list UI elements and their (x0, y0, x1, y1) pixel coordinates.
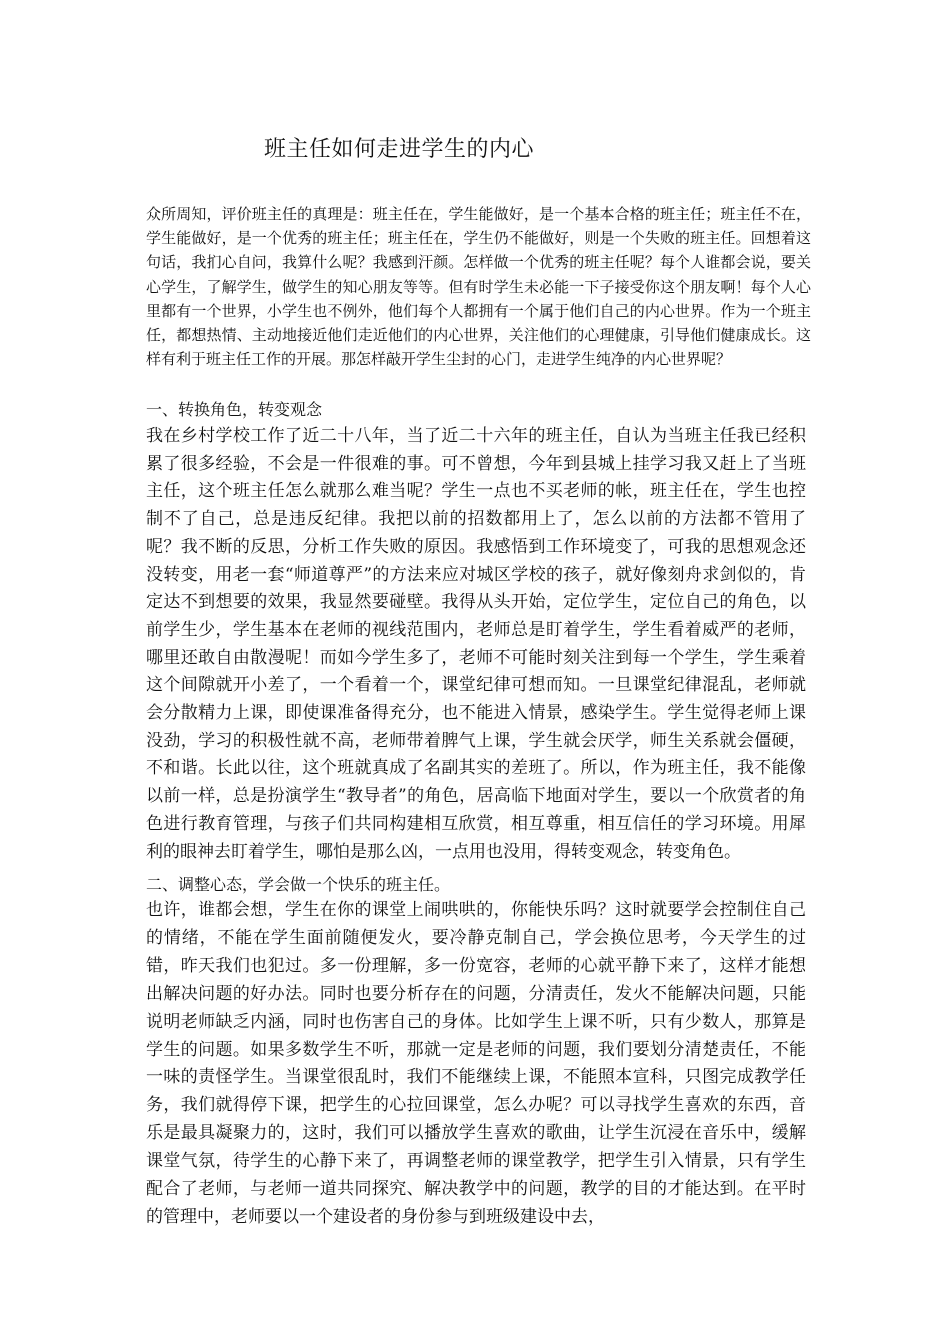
document-title: 班主任如何走进学生的内心 (264, 137, 535, 162)
intro-paragraph: 众所周知，评价班主任的真理是：班主任在，学生能做好，是一个基本合格的班主任；班主任不在，学生能做好，是一个优秀的班主任；班主任在，学生仍不能做好，则是一个失败的班主任。回想着这句话，我扪心自问，我算什么呢？我感到汗颜。怎样做一个优秀的班主任呢？每个人谁都会说，要关心学生，了解学生，做学生的知心朋友等等。但有时学生未必能一下子接受你这个朋友啊！每个人心里都有一个世界，小学生也不例外，他们每个人都拥有一个属于他们自己的内心世界。作为一个班主任，都想热情、主动地接近他们走近他们的内心世界，关注他们的心理健康，引导他们健康成长。这样有利于班主任工作的开展。那怎样敲开学生尘封的心门，走进学生纯净的内心世界呢？ (146, 205, 811, 369)
section-1-heading: 一、转换角色，转变观念 (146, 400, 323, 419)
section-1-body: 我在乡村学校工作了近二十八年，当了近二十六年的班主任，自认为当班主任我已经积累了很多经验，不会是一件很难的事。可不曾想，今年到县城上挂学习我又赶上了当班主任，这个班主任怎么就那么难当呢？学生一点也不买老师的帐，班主任在，学生也控制不了自己，总是违反纪律。我把以前的招数都用上了，怎么以前的方法都不管用了呢？我不断的反思，分析工作失败的原因。我感悟到工作环境变了，可我的思想观念还没转变，用老一套“师道尊严”的方法来应对城区学校的孩子，就好像刻舟求剑似的，肯定达不到想要的效果，我显然要碰壁。我得从头开始，定位学生，定位自己的角色，以前学生少，学生基本在老师的视线范围内，老师总是盯着学生，学生看着威严的老师，哪里还敢自由散漫呢！而如今学生多了，老师不可能时刻关注到每一个学生，学生乘着这个间隙就开小差了，一个看着一个，课堂纪律可想而知。一旦课堂纪律混乱，老师就会分散精力上课，即使课准备得充分，也不能进入情景，感染学生。学生觉得老师上课没劲，学习的积极性就不高，老师带着脾气上课，学生就会厌学，师生关系就会僵硬，不和谐。长此以往，这个班就真成了名副其实的差班了。所以，作为班主任，我不能像以前一样，总是扮演学生“教导者”的角色，居高临下地面对学生，要以一个欣赏者的角色进行教育管理，与孩子们共同构建相互欣赏，相互尊重，相互信任的学习环境。用犀利的眼神去盯着学生，哪怕是那么凶，一点用也没用，得转变观念，转变角色。 (146, 426, 806, 862)
section-2-heading: 二、调整心态，学会做一个快乐的班主任。 (146, 875, 451, 894)
section-2-body: 也许，谁都会想，学生在你的课堂上闹哄哄的，你能快乐吗？这时就要学会控制住自己的情绪，不能在学生面前随便发火，要冷静克制自己，学会换位思考，今天学生的过错，昨天我们也犯过。多一份理解，多一份宽容，老师的心就平静下来了，这样才能想出解决问题的好办法。同时也要分析存在的问题，分清责任，发火不能解决问题，只能说明老师缺乏内涵，同时也伤害自己的身体。比如学生上课不听，只有少数人，那算是学生的问题。如果多数学生不听，那就一定是老师的问题，我们要划分清楚责任，不能一味的责怪学生。当课堂很乱时，我们不能继续上课，不能照本宣科，只图完成教学任务，我们就得停下课，把学生的心拉回课堂，怎么办呢？可以寻找学生喜欢的东西，音乐是最具凝聚力的，这时，我们可以播放学生喜欢的歌曲，让学生沉浸在音乐中，缓解课堂气氛，待学生的心静下来了，再调整老师的课堂教学，把学生引入情景，只有学生配合了老师，与老师一道共同探究、解决教学中的问题，教学的目的才能达到。在平时的管理中，老师要以一个建设者的身份参与到班级建设中去， (146, 900, 806, 1227)
